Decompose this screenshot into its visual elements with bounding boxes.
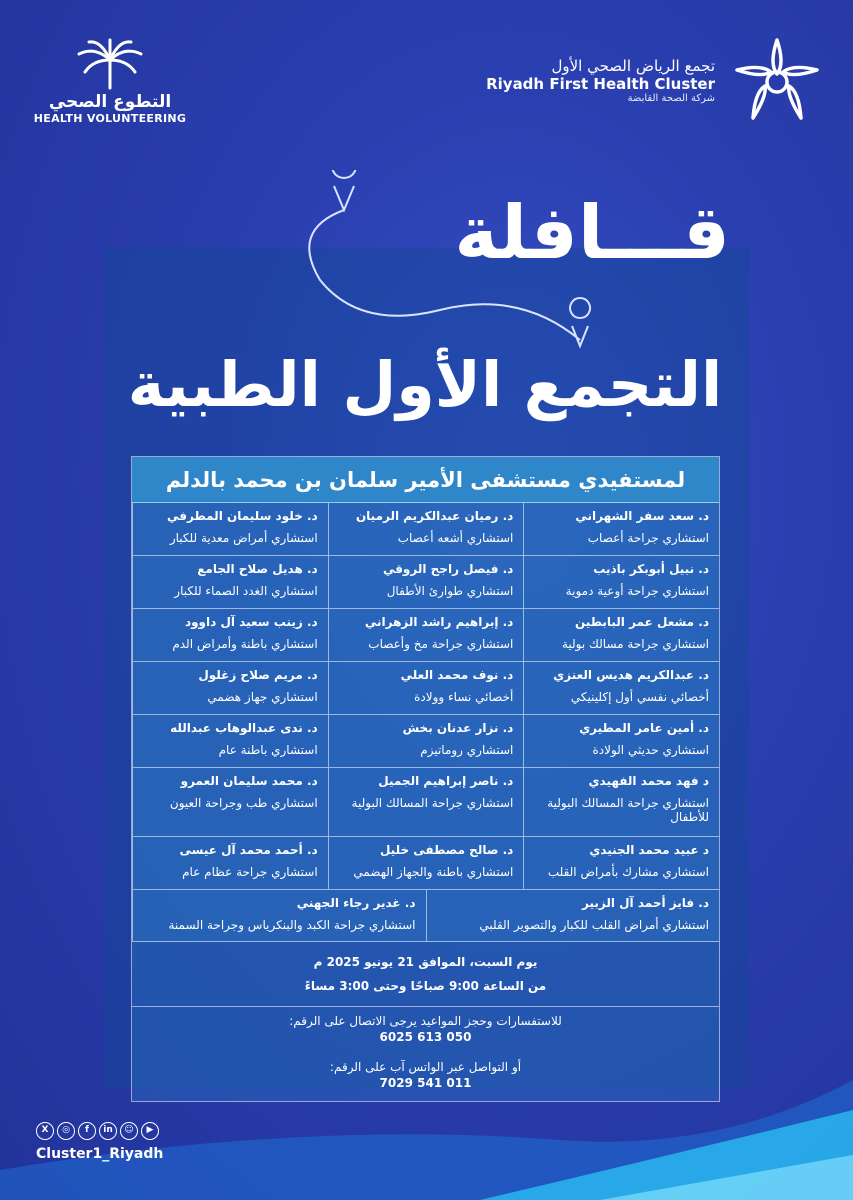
doctor-name: د. هديل صلاح الجامع — [197, 562, 318, 576]
doctor-name: د. محمد سليمان العمرو — [180, 774, 318, 788]
palm-icon — [75, 38, 145, 90]
table-cell — [523, 837, 719, 890]
table-cell — [328, 768, 524, 837]
doctor-specialty: استشاري جراحة الكبد والبنكرياس وجراحة السمنة — [168, 918, 416, 932]
contact-label-phone: للاستفسارات وحجز المواعيد يرجى الاتصال على الرقم: — [289, 1014, 562, 1028]
table-cell — [132, 609, 328, 662]
table-cell — [523, 503, 719, 556]
doctor-name: د. سعد سفر الشهراني — [575, 509, 709, 523]
x-icon[interactable]: X — [36, 1122, 54, 1140]
doctors-grid — [132, 503, 719, 890]
facebook-icon[interactable]: f — [78, 1122, 96, 1140]
logo-right-sub: شركة الصحة القابضة — [627, 92, 715, 104]
table-cell — [132, 715, 328, 768]
logo-left-arabic: التطوع الصحي — [48, 92, 172, 112]
riyadh-first-health-cluster-logo — [486, 34, 823, 126]
logo-right-english: Riyadh First Health Cluster — [486, 74, 715, 93]
logo-left-english: HEALTH VOLUNTEERING — [33, 112, 187, 125]
doctor-name: د. صالح مصطفى خليل — [379, 843, 514, 857]
contact-number-whatsapp[interactable]: 011 541 7029 — [379, 1076, 472, 1090]
doctor-specialty: استشاري أشعه أعصاب — [397, 531, 514, 545]
table-cell — [132, 556, 328, 609]
doctor-specialty: استشاري أمراض القلب للكبار والتصوير القلبي — [479, 918, 709, 932]
table-cell — [328, 556, 524, 609]
doctor-specialty: استشاري جراحة أعصاب — [587, 531, 709, 545]
doctor-specialty: استشاري روماتيزم — [420, 743, 514, 757]
youtube-icon[interactable]: ▶ — [141, 1122, 159, 1140]
doctor-name: د. ناصر إبراهيم الجميل — [378, 774, 514, 788]
contact-box — [132, 1007, 719, 1101]
doctor-specialty: استشاري حديثي الولادة — [592, 743, 709, 757]
doctor-name: د. عبدالكريم هديس العنزي — [553, 668, 709, 682]
table-cell — [523, 662, 719, 715]
doctors-table — [131, 456, 720, 1102]
doctor-name: د عبيد محمد الجنيدي — [589, 843, 709, 857]
doctors-last-row — [132, 890, 719, 942]
doctor-specialty: استشاري جهاز هضمي — [207, 690, 318, 704]
doctor-name: د. فيصل راجح الروقي — [382, 562, 514, 576]
doctor-specialty: استشاري طب وجراحة العيون — [169, 796, 318, 810]
contact-number-phone[interactable]: 050 613 6025 — [379, 1030, 472, 1044]
doctor-specialty: استشاري مشارك بأمراض القلب — [547, 865, 709, 879]
doctor-name: د. أحمد محمد آل عيسى — [179, 843, 318, 857]
doctor-specialty: استشاري جراحة المسالك البولية للأطفال — [547, 796, 709, 824]
doctor-name: د. فايز أحمد آل الزبير — [582, 896, 709, 910]
table-cell — [523, 768, 719, 837]
table-cell — [523, 609, 719, 662]
doctor-specialty: استشاري جراحة مسالك بولية — [561, 637, 709, 651]
doctor-specialty: أخصائي نساء وولادة — [414, 690, 514, 704]
doctor-specialty: استشاري أمراض معدية للكبار — [169, 531, 318, 545]
table-cell — [328, 837, 524, 890]
doctor-name: د. نزار عدنان بخش — [402, 721, 514, 735]
doctor-name: د. خلود سليمان المطرفي — [166, 509, 318, 523]
table-heading: لمستفيدي مستشفى الأمير سلمان بن محمد بالدلم — [132, 457, 719, 503]
doctor-specialty: استشاري باطنة عام — [218, 743, 318, 757]
health-volunteering-logo — [30, 38, 190, 125]
snapchat-icon[interactable]: ☺ — [120, 1122, 138, 1140]
doctor-name: د. غدير رجاء الجهني — [296, 896, 416, 910]
social-handle[interactable]: Cluster1_Riyadh — [36, 1146, 164, 1162]
linkedin-icon[interactable]: in — [99, 1122, 117, 1140]
date-line: يوم السبت، الموافق 21 يونيو 2025 م — [313, 955, 538, 969]
table-cell — [132, 837, 328, 890]
doctor-specialty: استشاري الغدد الصماء للكبار — [174, 584, 318, 598]
contact-label-whatsapp: أو التواصل عبر الواتس آب على الرقم: — [329, 1060, 522, 1074]
schedule-box — [132, 942, 719, 1007]
table-cell — [132, 890, 426, 942]
doctor-specialty: استشاري جراحة أوعية دموية — [565, 584, 709, 598]
table-cell — [523, 715, 719, 768]
instagram-icon[interactable]: ◎ — [57, 1122, 75, 1140]
doctor-specialty: استشاري طوارئ الأطفال — [386, 584, 514, 598]
table-cell — [328, 662, 524, 715]
cluster-star-icon — [731, 34, 823, 126]
table-cell — [132, 503, 328, 556]
doctor-name: د. زينب سعيد آل داوود — [184, 615, 318, 629]
table-cell — [426, 890, 720, 942]
doctor-specialty: استشاري جراحة المسالك البولية — [351, 796, 514, 810]
table-cell — [328, 715, 524, 768]
table-cell — [328, 609, 524, 662]
table-cell — [523, 556, 719, 609]
doctor-specialty: استشاري باطنة والجهاز الهضمي — [353, 865, 514, 879]
logo-right-arabic: تجمع الرياض الصحي الأول — [551, 56, 715, 75]
doctor-name: د. مريم صلاح زغلول — [198, 668, 318, 682]
doctor-specialty: استشاري باطنة وأمراض الدم — [172, 637, 318, 651]
doctor-specialty: استشاري جراحة مخ وأعصاب — [368, 637, 514, 651]
table-cell — [132, 768, 328, 837]
title-cluster-medical: التجمع الأول الطبية — [127, 348, 723, 421]
title-caravan: قـــافلة — [454, 190, 730, 276]
doctor-name: د. أمين عامر المطيري — [579, 721, 709, 735]
doctor-name: د. رميان عبدالكريم الرميان — [355, 509, 514, 523]
doctor-specialty: أخصائي نفسي أول إكلينيكي — [570, 690, 709, 704]
doctor-name: د. ندى عبدالوهاب عبدالله — [170, 721, 318, 735]
table-cell — [132, 662, 328, 715]
doctor-name: د. نبيل أبوبكر باذيب — [593, 562, 709, 576]
time-line: من الساعة 9:00 صباحًا وحتى 3:00 مساءً — [304, 979, 547, 993]
doctor-name: د. مشعل عمر البابطين — [575, 615, 709, 629]
doctor-specialty: استشاري جراحة عظام عام — [182, 865, 318, 879]
table-cell — [328, 503, 524, 556]
social-icons — [36, 1122, 159, 1140]
doctor-name: د. نوف محمد العلي — [400, 668, 514, 682]
doctor-name: د. إبراهيم راشد الزهراني — [364, 615, 514, 629]
doctor-name: د فهد محمد الفهيدي — [588, 774, 709, 788]
